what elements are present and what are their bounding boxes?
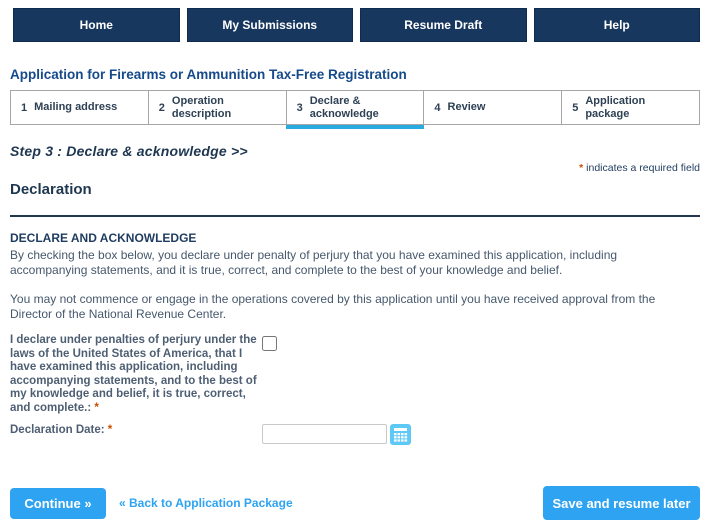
required-asterisk: * — [107, 424, 113, 436]
top-navigation — [0, 0, 709, 42]
required-field-note — [10, 162, 700, 174]
footer-actions — [0, 488, 709, 520]
section-divider — [10, 215, 700, 217]
tab-application-package[interactable] — [562, 91, 699, 124]
back-to-application-package-link[interactable]: « Back to Application Package — [119, 496, 293, 510]
nav-home-button[interactable]: Home — [13, 8, 180, 42]
tab-label: Declare & acknowledge — [309, 95, 379, 120]
required-asterisk: * — [579, 162, 584, 174]
declaration-date-input[interactable] — [262, 424, 387, 444]
section-heading: Declaration — [10, 181, 92, 198]
required-note-text: indicates a required field — [583, 162, 700, 174]
tab-review[interactable] — [424, 91, 562, 124]
nav-resume-draft-button[interactable]: Resume Draft — [360, 8, 527, 42]
calendar-icon[interactable] — [390, 424, 411, 445]
tab-mailing-address[interactable] — [11, 91, 149, 124]
tab-label: Application package — [585, 95, 646, 120]
page-title: Application for Firearms or Ammunition Tax-Free Registration — [10, 67, 407, 82]
declaration-checkbox-label — [10, 334, 262, 415]
tab-label: Operation description — [171, 95, 232, 120]
tab-declare-acknowledge[interactable] — [287, 91, 425, 124]
declaration-paragraph-2: You may not commence or engage in the operations covered by this application until you have received approval from the Director of the National Revenue Center. — [10, 292, 656, 321]
tab-number: 3 — [296, 101, 303, 114]
tab-number: 2 — [158, 101, 165, 114]
declaration-checkbox[interactable] — [262, 336, 277, 351]
required-asterisk: * — [94, 401, 99, 414]
declare-acknowledge-subheading: DECLARE AND ACKNOWLEDGE — [10, 231, 197, 245]
tab-number: 1 — [21, 101, 28, 114]
save-and-resume-later-button[interactable]: Save and resume later — [543, 486, 700, 520]
continue-button[interactable]: Continue » — [10, 488, 106, 519]
tab-label: Review — [447, 101, 486, 114]
tab-label: Mailing address — [34, 101, 118, 114]
nav-my-submissions-button[interactable]: My Submissions — [187, 8, 354, 42]
declaration-checkbox-label-text: I declare under penalties of perjury under the laws of the United States of America, that I have examined this application, including accompanying statements, and to the best of my knowledge and belief, it is true, correct, and complete.: — [10, 334, 257, 414]
nav-help-button[interactable]: Help — [534, 8, 701, 42]
declaration-date-label — [10, 424, 262, 438]
declaration-paragraph-1: By checking the box below, you declare under penalty of perjury that you have examined this application, including accompanying statements, and it is true, correct, and complete to the best of your knowledge and belief. — [10, 248, 618, 277]
declaration-date-label-text: Declaration Date: — [10, 424, 105, 436]
declaration-date-row — [10, 424, 700, 445]
step-heading: Step 3 : Declare & acknowledge >> — [10, 143, 248, 159]
tab-operation-description[interactable] — [149, 91, 287, 124]
step-tabs — [10, 90, 700, 125]
declaration-checkbox-row — [10, 334, 700, 415]
tab-number: 4 — [434, 101, 441, 114]
tab-number: 5 — [572, 101, 579, 114]
